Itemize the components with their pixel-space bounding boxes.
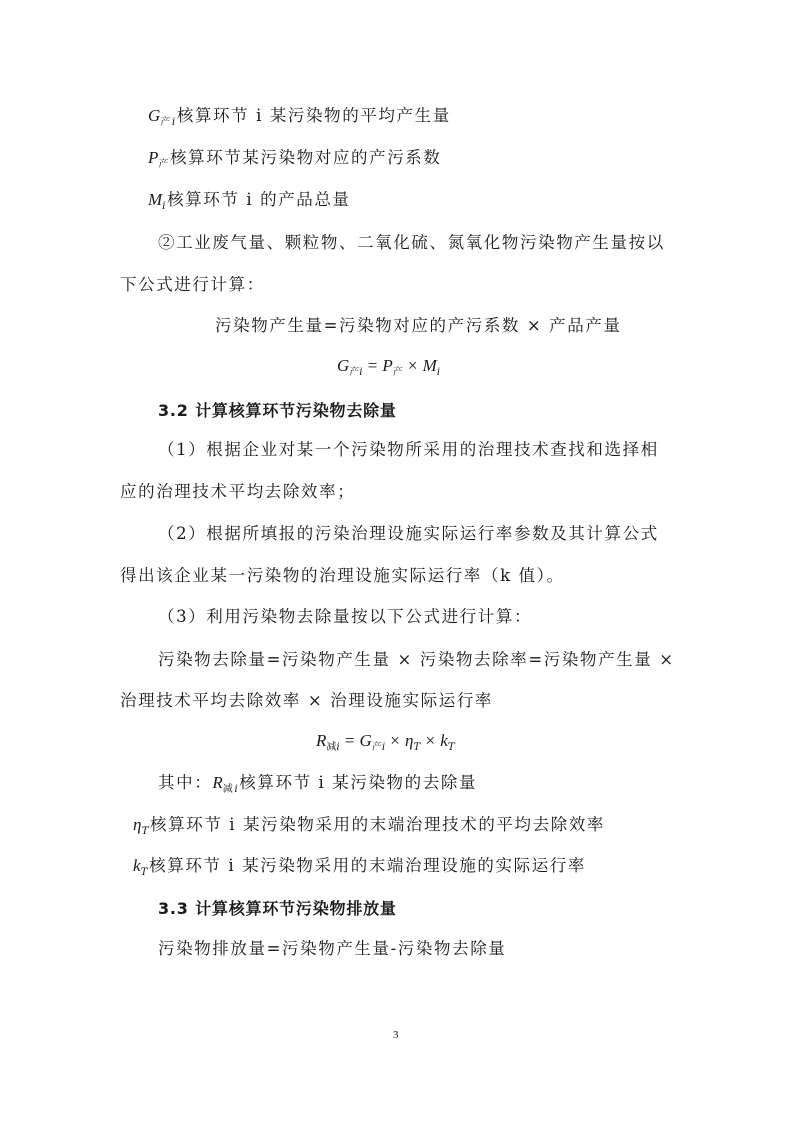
where-r-symbol: R bbox=[212, 773, 223, 792]
formula2-r-sub-cn: 减 bbox=[326, 742, 337, 753]
formula1-times: × bbox=[407, 356, 418, 375]
where-r bbox=[158, 773, 477, 796]
definition-m-label: 核算环节 i 的产品总量 bbox=[167, 190, 351, 209]
formula2-g: G bbox=[359, 731, 372, 750]
section-3-2-p2-line2: 得出该企业某一污染物的治理设施实际运行率（k 值）。 bbox=[120, 566, 565, 585]
where-eta-symbol: η bbox=[133, 815, 142, 834]
section-3-2-p3: （3）利用污染物去除量按以下公式进行计算： bbox=[158, 607, 533, 626]
formula2-times1: × bbox=[390, 731, 400, 750]
formula2-line1: 污染物去除量=污染物产生量 × 污染物去除率=污染物产生量 × bbox=[158, 650, 675, 669]
formula2-k-sub: T bbox=[447, 741, 455, 753]
formula2-eta: η bbox=[404, 731, 414, 750]
section-3-3-formula: 污染物排放量=污染物产生量-污染物去除量 bbox=[158, 939, 507, 958]
formula1-p: P bbox=[382, 356, 393, 375]
formula2-equals: = bbox=[344, 731, 355, 750]
symbol-m: M bbox=[148, 190, 163, 209]
where-prefix: 其中： bbox=[158, 773, 213, 792]
section-3-2-p1-line1: （1）根据企业对某一个污染物所采用的治理技术查找和选择相 bbox=[158, 440, 659, 459]
formula2-math bbox=[316, 731, 455, 754]
section-3-2-heading: 3.2 计算核算环节污染物去除量 bbox=[158, 401, 397, 420]
page-number: 3 bbox=[393, 1029, 399, 1041]
where-eta-label: 核算环节 i 某污染物采用的末端治理技术的平均去除效率 bbox=[150, 815, 606, 834]
where-k bbox=[133, 856, 586, 878]
symbol-g: G bbox=[148, 106, 161, 125]
formula2-r: R bbox=[316, 731, 327, 750]
formula1-p-sub-cn: 产 bbox=[392, 367, 403, 378]
definition-p bbox=[148, 148, 442, 171]
formula2-line2: 治理技术平均去除效率 × 治理设施实际运行率 bbox=[120, 691, 494, 710]
formula1-g-sub-cn: 产 bbox=[349, 367, 360, 378]
formula2-r-sub-i: i bbox=[336, 741, 340, 753]
formula1-equals: = bbox=[367, 356, 378, 375]
formula2-k: k bbox=[440, 731, 448, 750]
where-k-sub: T bbox=[140, 866, 150, 878]
symbol-p: P bbox=[148, 148, 159, 167]
formula1-g-sub-i: i bbox=[359, 366, 363, 378]
formula1-m: M bbox=[422, 356, 437, 375]
where-eta bbox=[133, 815, 605, 837]
symbol-g-sub-i: i bbox=[171, 116, 177, 128]
where-r-sub-i: i bbox=[234, 783, 240, 795]
symbol-g-sub-cn: 产 bbox=[160, 117, 172, 128]
where-eta-sub: T bbox=[141, 825, 151, 837]
definition-g-label: 核算环节 i 某污染物的平均产生量 bbox=[176, 106, 451, 125]
para-waste-gas-line1: ②工业废气量、颗粒物、二氧化硫、氮氧化物污染物产生量按以 bbox=[158, 233, 665, 252]
formula1-text: 污染物产生量=污染物对应的产污系数 × 产品产量 bbox=[215, 316, 622, 335]
section-3-2-p2-line1: （2）根据所填报的污染治理设施实际运行率参数及其计算公式 bbox=[158, 524, 659, 543]
formula2-g-sub-cn: 产 bbox=[371, 742, 382, 753]
section-3-2-p1-line2: 应的治理技术平均去除效率； bbox=[120, 482, 356, 501]
formula2-eta-sub: T bbox=[413, 741, 421, 753]
formula1-math bbox=[337, 356, 440, 379]
formula1-m-sub-i: i bbox=[436, 366, 441, 378]
where-r-label: 核算环节 i 某污染物的去除量 bbox=[239, 773, 478, 792]
definition-p-label: 核算环节某污染物对应的产污系数 bbox=[170, 148, 442, 167]
symbol-p-sub-cn: 产 bbox=[158, 159, 170, 170]
section-3-3-heading: 3.3 计算核算环节污染物排放量 bbox=[158, 899, 397, 918]
formula2-times2: × bbox=[425, 731, 436, 750]
formula2-g-sub-i: i bbox=[381, 741, 386, 753]
where-k-label: 核算环节 i 某污染物采用的末端治理设施的实际运行率 bbox=[149, 856, 587, 875]
where-r-sub-cn: 减 bbox=[222, 784, 235, 795]
formula1-g: G bbox=[337, 356, 350, 375]
where-k-symbol: k bbox=[133, 856, 141, 875]
para-waste-gas-line2: 下公式进行计算： bbox=[120, 275, 265, 294]
definition-m bbox=[148, 190, 351, 212]
symbol-m-sub-i: i bbox=[162, 200, 168, 212]
definition-g bbox=[148, 106, 451, 129]
